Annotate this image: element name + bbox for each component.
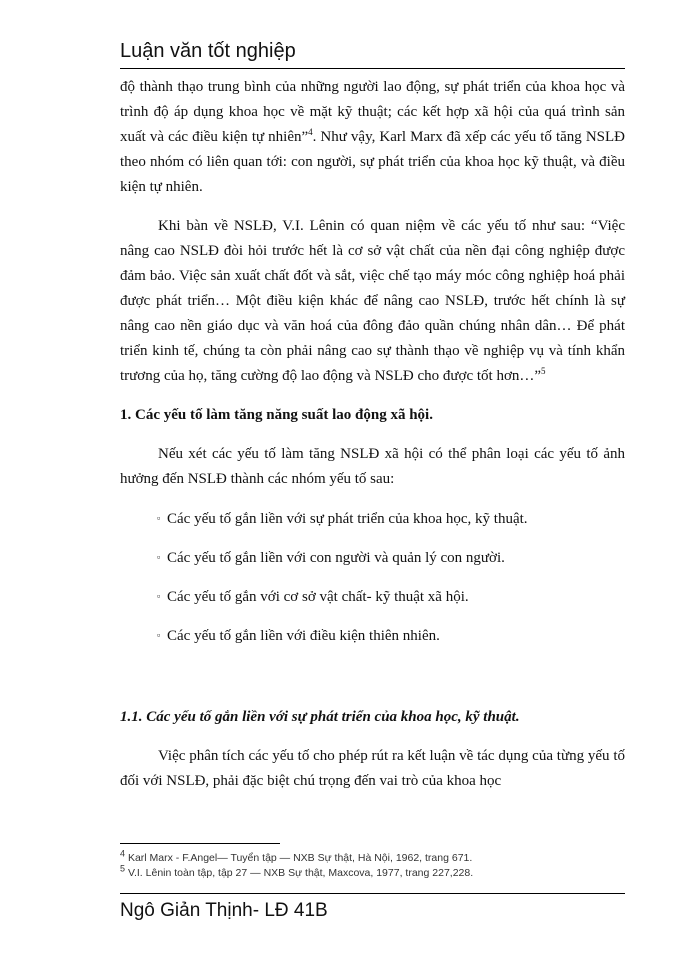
bullet-square-icon: ▫ (157, 591, 161, 601)
list-item: ▫ Các yếu tố gắn với cơ sở vật chất- kỹ thuật xã hội. (157, 584, 625, 610)
paragraph-1-text: độ thành thạo trung bình của những người lao động, sự phát triển của khoa học và trình độ áp dụng khoa học về mặt kỹ thuật; các kết hợp xã hội của quá trình sản xuất và các điều kiện tự nhiên” (120, 79, 625, 145)
page-header-title: Luận văn tốt nghiệp (120, 40, 296, 62)
section-heading-1-1: 1.1. Các yếu tố gắn liền với sự phát triển của khoa học, kỹ thuật. (120, 709, 520, 725)
footnotes (120, 848, 625, 881)
footnote-5: $^5$ V.I. Lênin toàn tập, tập 27 — NXB Sự thật, Maxcova, 1977, trang 227,228. (120, 863, 474, 879)
paragraph-2 (120, 214, 625, 389)
factor-list (120, 506, 625, 649)
page-footer: Ngô Giản Thịnh- LĐ 41B (120, 900, 328, 921)
footnote-ref-4: 4 (308, 127, 313, 137)
section-heading-1: 1. Các yếu tố làm tăng năng suất lao động xã hội. (120, 407, 433, 423)
paragraph-1 (120, 75, 625, 200)
paragraph-4: Việc phân tích các yếu tố cho phép rút ra kết luận về tác dụng của từng yếu tố đối với NSLĐ, phải đặc biệt chú trọng đến vai trò của khoa học (120, 748, 625, 789)
list-item: ▫ Các yếu tố gắn liền với con người và quản lý con người. (157, 545, 625, 571)
paragraph-3: Nếu xét các yếu tố làm tăng NSLĐ xã hội có thể phân loại các yếu tố ảnh hưởng đến NSLĐ thành các nhóm yếu tố sau: (120, 446, 625, 487)
footnote-divider (120, 843, 280, 844)
header-divider (120, 68, 625, 69)
bullet-square-icon: ▫ (157, 630, 161, 640)
bullet-square-icon: ▫ (157, 552, 161, 562)
footnote-ref-5: 5 (541, 366, 546, 376)
paragraph-2-text: Khi bàn về NSLĐ, V.I. Lênin có quan niệm về các yếu tố như sau: “Việc nâng cao NSLĐ đòi hỏi trước hết là cơ sở vật chất của nền đại công nghiệp được đảm bảo. Việc sản xuất chất đốt và sắt, việc chế tạo máy móc công nghiệp hoá phải được phát triển… Một điều kiện khác để nâng cao NSLĐ, trước hết chính là sự nâng cao nền giáo dục và văn hoá của đông đảo quần chúng nhân dân… Để phát triển kinh tế, chúng ta còn phải nâng cao sự thành thạo về nghiệp vụ và tính khẩn trương của họ, tăng cường độ lao động và NSLĐ cho được tốt hơn…” (120, 218, 625, 384)
footer-divider (120, 893, 625, 894)
bullet-square-icon: ▫ (157, 513, 161, 523)
footnote-4: $^4$ Karl Marx - F.Angel— Tuyển tập — NXB Sự thật, Hà Nội, 1962, trang 671. (120, 848, 473, 864)
list-item: ▫ Các yếu tố gắn liền với điều kiện thiên nhiên. (157, 623, 625, 649)
paragraph-1-tail: . Như vậy, Karl Marx đã xếp các yếu tố tăng NSLĐ theo nhóm có liên quan tới: con người, sự phát triển của khoa học kỹ thuật, và điều kiện tự nhiên. (120, 129, 625, 195)
list-item: ▫ Các yếu tố gắn liền với sự phát triển của khoa học, kỹ thuật. (157, 506, 625, 532)
document-body (120, 75, 625, 794)
